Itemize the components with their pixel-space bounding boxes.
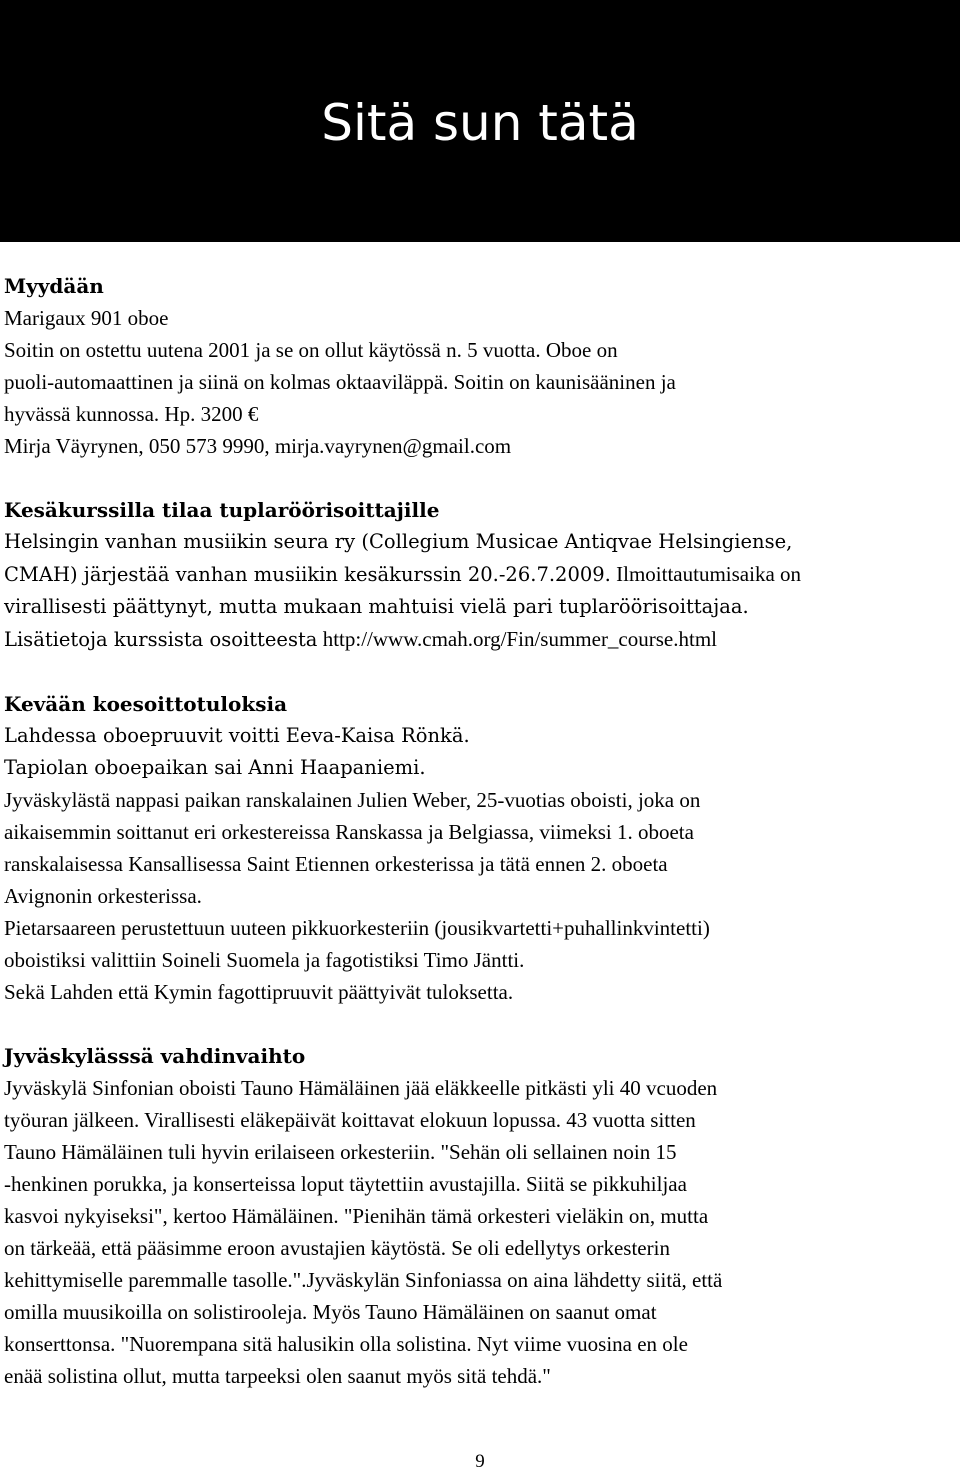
section-audition-results <box>4 688 954 1008</box>
section-changing-of-guard <box>4 1040 954 1392</box>
text-line: -henkinen porukka, ja konserteissa loput täytettiin avustajilla. Siitä se pikkuhiljaa <box>4 1172 687 1196</box>
text-line: Avignonin orkesterissa. <box>4 884 202 908</box>
page-title: Sitä sun tätä <box>321 94 639 152</box>
section-heading: Myydään <box>4 274 104 298</box>
spacer <box>4 462 954 494</box>
text-line: virallisesti päättynyt, mutta mukaan mahtuisi vielä pari tuplaröörisoittajaa. <box>4 595 749 618</box>
text-line: Jyväskylästä nappasi paikan ranskalainen Julien Weber, 25-vuotias oboisti, joka on <box>4 788 701 812</box>
text-line: konserttonsa. "Nuorempana sitä halusikin olla solistina. Nyt viime vuosina en ole <box>4 1332 688 1356</box>
article-content <box>4 270 954 1392</box>
text-line-with-url <box>4 623 954 656</box>
section-heading: Kevään koesoittotuloksia <box>4 692 288 716</box>
text-line: kehittymiselle paremmalle tasolle.".Jyväskylän Sinfoniassa on aina lähdetty siitä, että <box>4 1268 723 1292</box>
text-line: omilla muusikoilla on solistirooleja. Myös Tauno Hämäläinen on saanut omat <box>4 1300 657 1324</box>
text-segment: CMAH) järjestää vanhan musiikin kesäkurssin 20.-26.7.2009. <box>4 563 611 586</box>
section-for-sale <box>4 270 954 462</box>
text-line: Tapiolan oboepaikan sai Anni Haapaniemi. <box>4 756 426 779</box>
text-segment: Lisätietoja kurssista osoitteesta <box>4 628 318 651</box>
section-heading: Kesäkurssilla tilaa tuplaröörisoittajille <box>4 498 440 522</box>
spacer <box>4 656 954 688</box>
text-line: Soitin on ostettu uutena 2001 ja se on ollut käytössä n. 5 vuotta. Oboe on <box>4 338 618 362</box>
title-banner <box>0 0 960 242</box>
page-number: 9 <box>475 1451 485 1472</box>
text-segment: Ilmoittautumisaika on <box>610 562 802 586</box>
text-line: työuran jälkeen. Virallisesti eläkepäivät koittavat elokuun lopussa. 43 vuotta sitten <box>4 1108 696 1132</box>
text-line: Pietarsaareen perustettuun uuteen pikkuorkesteriin (jousikvartetti+puhallinkvintetti) <box>4 916 710 940</box>
text-line: aikaisemmin soittanut eri orkestereissa Ranskassa ja Belgiassa, viimeksi 1. oboeta <box>4 820 694 844</box>
spacer <box>4 1008 954 1040</box>
text-line-with-tail <box>4 558 954 591</box>
section-heading: Jyväskylässsä vahdinvaihto <box>4 1044 306 1068</box>
text-line: Lahdessa oboepruuvit voitti Eeva-Kaisa Rönkä. <box>4 724 470 747</box>
section-summer-course <box>4 494 954 656</box>
text-line: kasvoi nykyiseksi", kertoo Hämäläinen. "Pienihän tämä orkesteri vieläkin on, mutta <box>4 1204 709 1228</box>
course-url-link[interactable]: http://www.cmah.org/Fin/summer_course.html <box>317 627 717 651</box>
text-line: enää solistina ollut, mutta tarpeeksi olen saanut myös sitä tehdä." <box>4 1364 551 1388</box>
text-line: hyvässä kunnossa. Hp. 3200 € <box>4 402 259 426</box>
text-line: Marigaux 901 oboe <box>4 306 169 330</box>
contact-line: Mirja Väyrynen, 050 573 9990, mirja.vayrynen@gmail.com <box>4 434 512 458</box>
text-line: on tärkeää, että pääsimme eroon avustajien käytöstä. Se oli edellytys orkesterin <box>4 1236 670 1260</box>
text-line: ranskalaisessa Kansallisessa Saint Etiennen orkesterissa ja tätä ennen 2. oboeta <box>4 852 668 876</box>
text-line: Tauno Hämäläinen tuli hyvin erilaiseen orkesteriin. "Sehän oli sellainen noin 15 <box>4 1140 677 1164</box>
text-line: Sekä Lahden että Kymin fagottipruuvit päättyivät tuloksetta. <box>4 980 514 1004</box>
text-line: Jyväskylä Sinfonian oboisti Tauno Hämäläinen jää eläkkeelle pitkästi yli 40 vcuoden <box>4 1076 718 1100</box>
text-line: oboistiksi valittiin Soineli Suomela ja fagotistiksi Timo Jäntti. <box>4 948 525 972</box>
text-line: Helsingin vanhan musiikin seura ry (Collegium Musicae Antiqvae Helsingiense, <box>4 530 793 553</box>
text-line: puoli-automaattinen ja siinä on kolmas oktaaviläppä. Soitin on kaunisääninen ja <box>4 370 676 394</box>
